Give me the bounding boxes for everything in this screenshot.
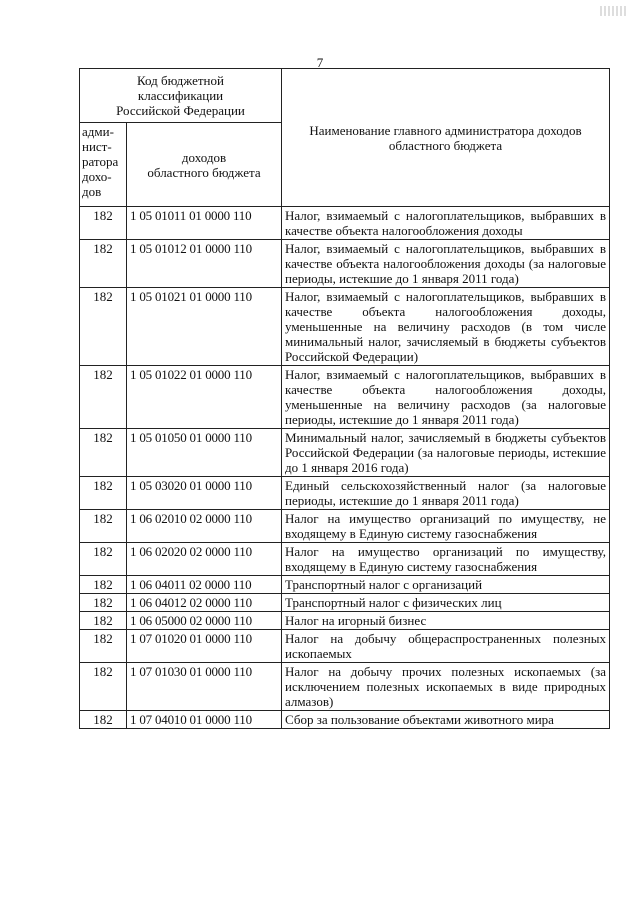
- income-name-cell: Налог на игорный бизнес: [282, 612, 610, 630]
- income-code-cell: 1 05 01022 01 0000 110: [127, 366, 282, 429]
- table-row: [80, 288, 610, 366]
- income-code-cell: 1 05 01050 01 0000 110: [127, 429, 282, 477]
- income-name-cell: Налог на имущество организаций по имуществу, не входящему в Единую систему газоснабжения: [282, 510, 610, 543]
- admin-code-cell: 182: [80, 207, 127, 240]
- admin-code-cell: 182: [80, 240, 127, 288]
- admin-code-cell: 182: [80, 366, 127, 429]
- header-classification-code: Код бюджетной классификации Российской Федерации: [80, 69, 282, 123]
- income-name-cell: Налог, взимаемый с налогоплательщиков, выбравших в качестве объекта налогообложения доходы (за налоговые периоды, истекшие до 1 января 2011 года): [282, 240, 610, 288]
- admin-code-cell: 182: [80, 663, 127, 711]
- table-row: [80, 477, 610, 510]
- table-row: [80, 594, 610, 612]
- admin-code-cell: 182: [80, 510, 127, 543]
- table-header: [80, 69, 610, 207]
- table-row: [80, 240, 610, 288]
- income-code-cell: 1 07 01030 01 0000 110: [127, 663, 282, 711]
- income-code-cell: 1 06 04011 02 0000 110: [127, 576, 282, 594]
- income-code-cell: 1 05 01012 01 0000 110: [127, 240, 282, 288]
- income-code-cell: 1 07 04010 01 0000 110: [127, 711, 282, 729]
- income-code-cell: 1 06 02020 02 0000 110: [127, 543, 282, 576]
- admin-code-cell: 182: [80, 477, 127, 510]
- income-name-cell: Единый сельскохозяйственный налог (за налоговые периоды, истекшие до 1 января 2011 года): [282, 477, 610, 510]
- income-code-cell: 1 07 01020 01 0000 110: [127, 630, 282, 663]
- table-body: [80, 207, 610, 729]
- admin-code-cell: 182: [80, 429, 127, 477]
- table-row: [80, 366, 610, 429]
- scan-artifact: [600, 6, 628, 16]
- table-row: [80, 207, 610, 240]
- income-code-cell: 1 06 02010 02 0000 110: [127, 510, 282, 543]
- income-code-cell: 1 06 05000 02 0000 110: [127, 612, 282, 630]
- admin-code-cell: 182: [80, 630, 127, 663]
- admin-code-cell: 182: [80, 288, 127, 366]
- table-row: [80, 612, 610, 630]
- income-name-cell: Сбор за пользование объектами животного мира: [282, 711, 610, 729]
- income-name-cell: Транспортный налог с физических лиц: [282, 594, 610, 612]
- income-name-cell: Налог, взимаемый с налогоплательщиков, выбравших в качестве объекта налогообложения доходы: [282, 207, 610, 240]
- income-name-cell: Налог, взимаемый с налогоплательщиков, выбравших в качестве объекта налогообложения доходы, уменьшенные на величину расходов (в том числе минимальный налог, зачисляемый в бюджеты субъектов Российской Федерации): [282, 288, 610, 366]
- admin-code-cell: 182: [80, 576, 127, 594]
- header-income-code: доходов областного бюджета: [127, 123, 282, 207]
- table-row: [80, 663, 610, 711]
- income-name-cell: Налог, взимаемый с налогоплательщиков, выбравших в качестве объекта налогообложения доходы, уменьшенные на величину расходов (за налоговые периоды, истекшие до 1 января 2011 года): [282, 366, 610, 429]
- table-row: [80, 543, 610, 576]
- income-name-cell: Налог на добычу общераспространенных полезных ископаемых: [282, 630, 610, 663]
- table-row: [80, 630, 610, 663]
- income-name-cell: Налог на добычу прочих полезных ископаемых (за исключением полезных ископаемых в виде природных алмазов): [282, 663, 610, 711]
- table-row: [80, 510, 610, 543]
- admin-code-cell: 182: [80, 543, 127, 576]
- income-name-cell: Минимальный налог, зачисляемый в бюджеты субъектов Российской Федерации (за налоговые периоды, истекшие до 1 января 2016 года): [282, 429, 610, 477]
- income-code-cell: 1 05 01021 01 0000 110: [127, 288, 282, 366]
- admin-code-cell: 182: [80, 711, 127, 729]
- page-number: 7: [316, 55, 324, 70]
- header-admin-code: адми- нист- ратора дохо- дов: [80, 123, 127, 207]
- income-name-cell: Налог на имущество организаций по имуществу, входящему в Единую систему газоснабжения: [282, 543, 610, 576]
- table-row: [80, 711, 610, 729]
- admin-code-cell: 182: [80, 594, 127, 612]
- budget-classification-table: [79, 68, 610, 729]
- income-code-cell: 1 06 04012 02 0000 110: [127, 594, 282, 612]
- income-name-cell: Транспортный налог с организаций: [282, 576, 610, 594]
- header-administrator-name: Наименование главного администратора доходов областного бюджета: [282, 69, 610, 207]
- table-row: [80, 429, 610, 477]
- income-code-cell: 1 05 01011 01 0000 110: [127, 207, 282, 240]
- income-code-cell: 1 05 03020 01 0000 110: [127, 477, 282, 510]
- table-row: [80, 576, 610, 594]
- admin-code-cell: 182: [80, 612, 127, 630]
